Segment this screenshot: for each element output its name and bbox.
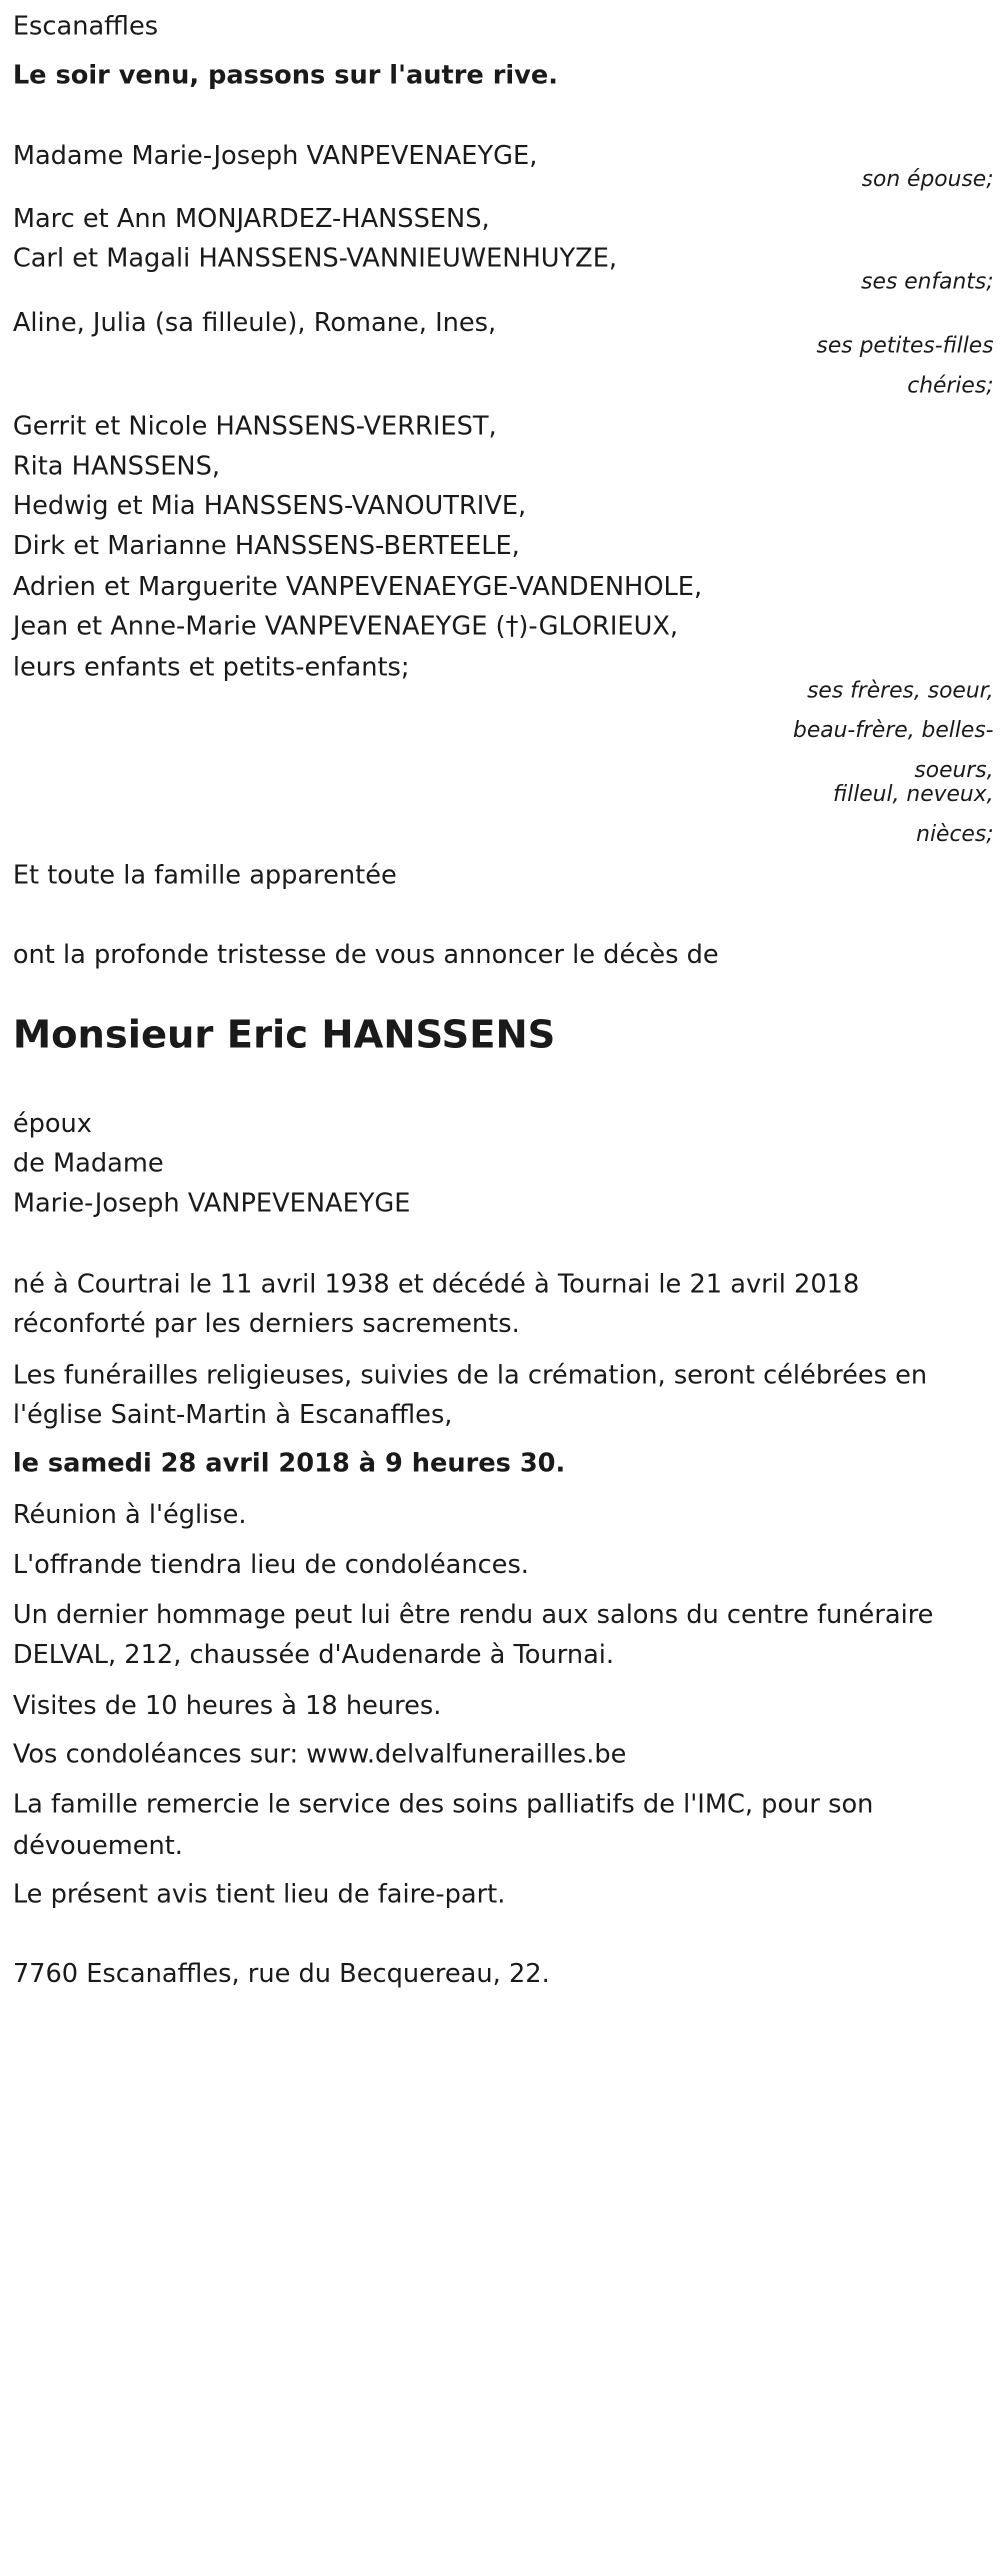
- sibling-line: Hedwig et Mia HANSSENS-VANOUTRIVE,: [12, 489, 527, 521]
- announcement: ont la profonde tristesse de vous annoncer le décès de: [12, 938, 719, 970]
- siblings-role-line: ses frères, soeur,: [807, 678, 994, 704]
- extended-family: Et toute la famille apparentée: [12, 858, 397, 890]
- sibling-line: Dirk et Marianne HANSSENS-BERTEELE,: [12, 529, 520, 561]
- address: 7760 Escanaffles, rue du Becquereau, 22.: [12, 1957, 550, 1989]
- spouse-of-line: de Madame: [12, 1147, 164, 1179]
- sibling-line: Adrien et Marguerite VANPEVENAEYGE-VANDENHOLE,: [12, 570, 703, 602]
- condolences: Vos condoléances sur: www.delvalfunerailles.be: [12, 1738, 627, 1770]
- location-header: Escanaffles: [12, 10, 159, 42]
- thanks-line-2: dévouement.: [12, 1829, 183, 1861]
- funeral-line-1: Les funérailles religieuses, suivies de la crémation, seront célébrées en: [12, 1358, 928, 1390]
- homage-line-1: Un dernier hommage peut lui être rendu aux salons du centre funéraire: [12, 1598, 934, 1630]
- birth-death-line-1: né à Courtrai le 11 avril 1938 et décédé à Tournai le 21 avril 2018: [12, 1267, 860, 1299]
- children-line-1: Marc et Ann MONJARDEZ-HANSSENS,: [12, 202, 490, 234]
- meeting: Réunion à l'église.: [12, 1498, 247, 1530]
- spouse-role: son épouse;: [861, 166, 994, 193]
- offering: L'offrande tiendra lieu de condoléances.: [12, 1548, 529, 1580]
- funeral-line-2: l'église Saint-Martin à Escanaffles,: [12, 1398, 453, 1430]
- children-role: ses enfants;: [861, 269, 994, 295]
- notice: Le présent avis tient lieu de faire-part.: [12, 1878, 506, 1909]
- siblings-role-line: filleul, neveux,: [833, 782, 994, 808]
- children-line-2: Carl et Magali HANSSENS-VANNIEUWENHUYZE,: [12, 242, 618, 274]
- sibling-line: leurs enfants et petits-enfants;: [12, 651, 410, 683]
- visits: Visites de 10 heures à 18 heures.: [12, 1689, 442, 1721]
- sibling-line: Jean et Anne-Marie VANPEVENAEYGE (†)-GLORIEUX,: [12, 610, 679, 641]
- siblings-role-line: soeurs,: [914, 757, 994, 784]
- grandchildren-role-1: ses petites-filles: [816, 333, 994, 359]
- quote: Le soir venu, passons sur l'autre rive.: [12, 58, 559, 90]
- sibling-line: Gerrit et Nicole HANSSENS-VERRIEST,: [12, 410, 497, 442]
- siblings-role-line: beau-frère, belles-: [793, 717, 994, 744]
- grandchildren-role-2: chéries;: [907, 373, 994, 399]
- spouse-name: Madame Marie-Joseph VANPEVENAEYGE,: [12, 139, 538, 171]
- thanks-line-1: La famille remercie le service des soins palliatifs de l'IMC, pour son: [12, 1788, 874, 1820]
- homage-line-2: DELVAL, 212, chaussée d'Audenarde à Tournai.: [12, 1638, 615, 1670]
- spouse-of-line: Marie-Joseph VANPEVENAEYGE: [12, 1187, 411, 1218]
- deceased-name: Monsieur Eric HANSSENS: [12, 1012, 556, 1058]
- sibling-line: Rita HANSSENS,: [12, 449, 221, 481]
- funeral-date: le samedi 28 avril 2018 à 9 heures 30.: [12, 1447, 566, 1479]
- birth-death-line-2: réconforté par les derniers sacrements.: [12, 1307, 520, 1339]
- grandchildren: Aline, Julia (sa filleule), Romane, Ines,: [12, 306, 497, 338]
- siblings-role-line: nièces;: [916, 821, 994, 848]
- spouse-of-line: époux: [12, 1107, 92, 1139]
